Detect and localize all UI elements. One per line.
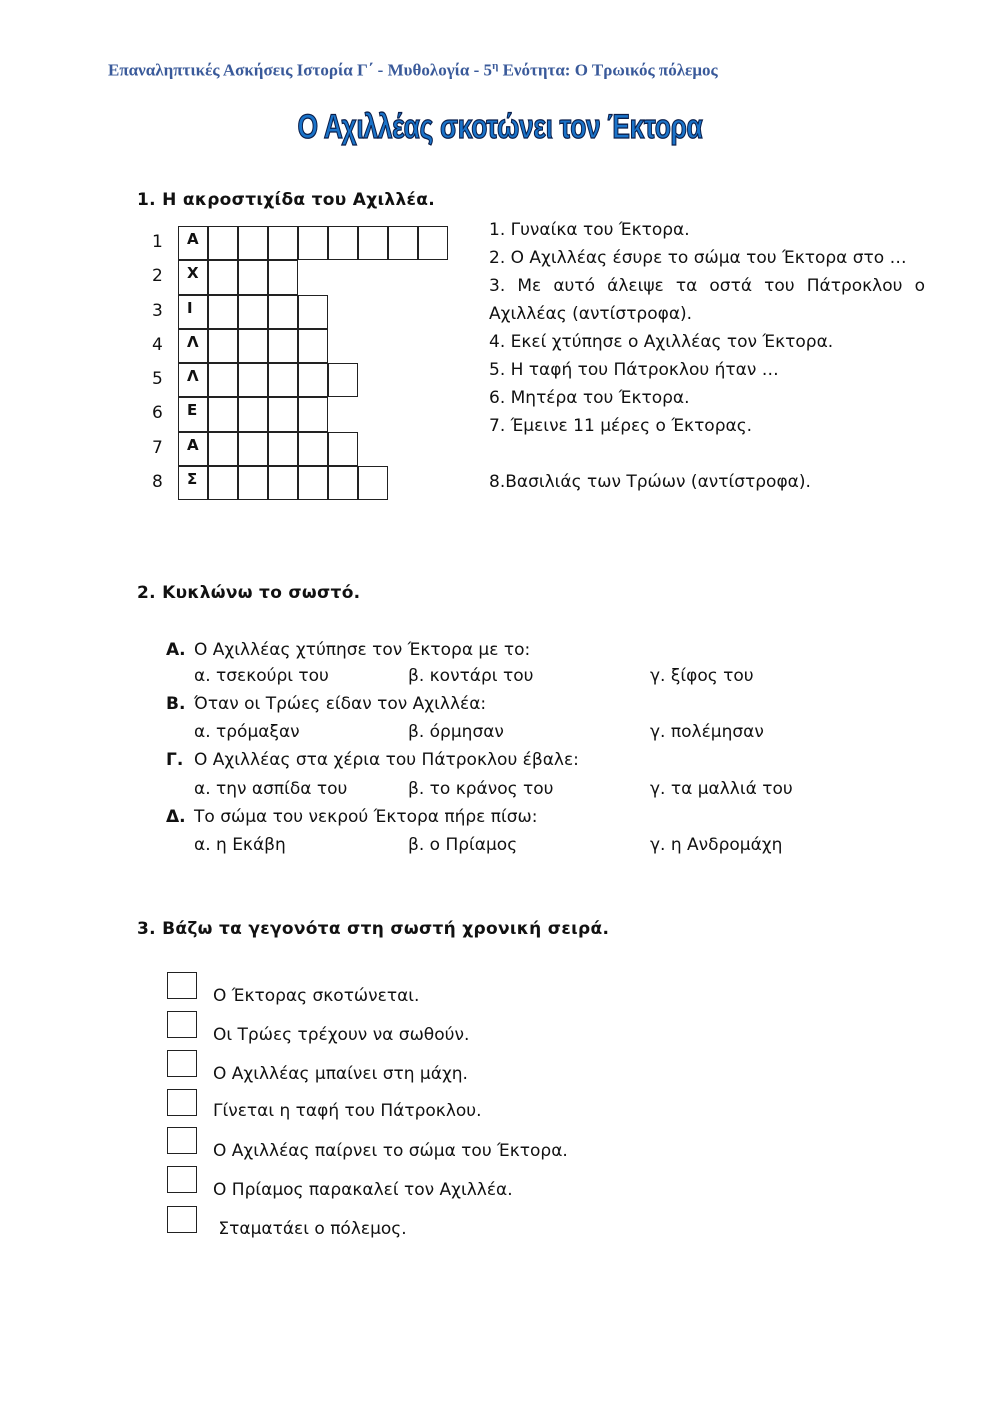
- header-text-suffix: Ενότητα: Ο Τρωικός πόλεμος: [498, 60, 718, 80]
- acrostic-answer-cell[interactable]: [298, 432, 328, 466]
- worksheet-title: Ο Αχιλλέας σκοτώνει τον Έκτορα: [297, 108, 703, 146]
- order-box[interactable]: [167, 1206, 197, 1233]
- option-a-alpha[interactable]: α. τσεκούρι του: [194, 666, 329, 686]
- option-d-gamma[interactable]: γ. η Ανδρομάχη: [650, 835, 783, 855]
- question-text: Το σώμα του νεκρού Έκτορα πήρε πίσω:: [194, 807, 538, 827]
- acrostic-answer-cell[interactable]: [328, 466, 358, 500]
- option-c-gamma[interactable]: γ. τα μαλλιά του: [650, 779, 793, 799]
- acrostic-answer-cell[interactable]: [208, 295, 238, 329]
- question-b: [166, 694, 486, 714]
- acrostic-letter-cell: Α: [178, 226, 208, 260]
- acrostic-answer-cell[interactable]: [208, 397, 238, 431]
- worksheet-header: [108, 60, 718, 81]
- acrostic-answer-cell[interactable]: [298, 226, 328, 260]
- question-text: Όταν οι Τρώες είδαν τον Αχιλλέα:: [194, 694, 487, 714]
- header-text-prefix: Επαναληπτικές Ασκήσεις Ιστορία Γ΄ - Μυθολογία - 5: [108, 60, 493, 80]
- acrostic-answer-cell[interactable]: [298, 397, 328, 431]
- event-7: Σταματάει ο πόλεμος.: [213, 1219, 407, 1239]
- acrostic-clues: [489, 216, 925, 496]
- acrostic-answer-cell[interactable]: [208, 363, 238, 397]
- acrostic-row-number: 4: [152, 334, 163, 355]
- acrostic-letter-cell: Ε: [178, 397, 208, 431]
- section3-heading: 3. Βάζω τα γεγονότα στη σωστή χρονική σειρά.: [137, 919, 610, 939]
- acrostic-row-number: 3: [152, 300, 163, 321]
- clue-4: 4. Εκεί χτύπησε ο Αχιλλέας τον Έκτορα.: [489, 332, 834, 352]
- event-3: Ο Αχιλλέας μπαίνει στη μάχη.: [213, 1064, 468, 1084]
- acrostic-answer-cell[interactable]: [208, 260, 238, 294]
- clue-3: 3. Με αυτό άλειψε τα οστά του Πάτροκλου ο Αχιλλέας (αντίστροφα).: [489, 276, 925, 324]
- acrostic-answer-cell[interactable]: [418, 226, 448, 260]
- option-d-beta[interactable]: β. ο Πρίαμος: [408, 835, 518, 855]
- acrostic-answer-cell[interactable]: [238, 432, 268, 466]
- acrostic-letter-cell: Σ: [178, 466, 208, 500]
- acrostic-answer-cell[interactable]: [298, 363, 328, 397]
- order-box[interactable]: [167, 1011, 197, 1038]
- question-d: [166, 807, 538, 827]
- acrostic-answer-cell[interactable]: [238, 260, 268, 294]
- acrostic-answer-cell[interactable]: [238, 397, 268, 431]
- question-text: Ο Αχιλλέας στα χέρια του Πάτροκλου έβαλε:: [194, 750, 579, 770]
- acrostic-answer-cell[interactable]: [388, 226, 418, 260]
- acrostic-answer-cell[interactable]: [208, 466, 238, 500]
- order-box[interactable]: [167, 1127, 197, 1154]
- acrostic-answer-cell[interactable]: [328, 363, 358, 397]
- acrostic-answer-cell[interactable]: [208, 329, 238, 363]
- clue-2: 2. Ο Αχιλλέας έσυρε το σώμα του Έκτορα στο …: [489, 248, 907, 268]
- acrostic-answer-cell[interactable]: [328, 432, 358, 466]
- acrostic-answer-cell[interactable]: [238, 226, 268, 260]
- option-b-gamma[interactable]: γ. πολέμησαν: [650, 722, 764, 742]
- acrostic-row-number: 1: [152, 232, 163, 252]
- acrostic-answer-cell[interactable]: [298, 466, 328, 500]
- acrostic-answer-cell[interactable]: [268, 226, 298, 260]
- order-box[interactable]: [167, 1050, 197, 1077]
- acrostic-answer-cell[interactable]: [298, 329, 328, 363]
- order-box[interactable]: [167, 1089, 197, 1116]
- question-c: [166, 750, 579, 770]
- option-c-alpha[interactable]: α. την ασπίδα του: [194, 779, 348, 799]
- question-letter: Γ.: [166, 750, 184, 770]
- acrostic-row-number: 5: [152, 369, 163, 390]
- header-superscript: η: [492, 60, 499, 72]
- acrostic-row-number: 2: [152, 266, 163, 287]
- section2-heading: 2. Κυκλώνω το σωστό.: [137, 583, 361, 603]
- option-a-beta[interactable]: β. κοντάρι του: [408, 666, 534, 686]
- acrostic-row-number: 8: [152, 472, 163, 493]
- clue-8: 8.Βασιλιάς των Τρώων (αντίστροφα).: [489, 472, 811, 492]
- acrostic-answer-cell[interactable]: [328, 226, 358, 260]
- question-letter: Β.: [166, 694, 186, 714]
- clue-1: 1. Γυναίκα του Έκτορα.: [489, 220, 690, 240]
- question-a: [166, 640, 530, 660]
- option-a-gamma[interactable]: γ. ξίφος του: [650, 666, 754, 686]
- clue-7: 7. Έμεινε 11 μέρες ο Έκτορας.: [489, 416, 753, 436]
- question-letter: Α.: [166, 640, 186, 660]
- question-letter: Δ.: [166, 807, 186, 827]
- acrostic-answer-cell[interactable]: [268, 260, 298, 294]
- acrostic-answer-cell[interactable]: [268, 432, 298, 466]
- acrostic-letter-cell: Λ: [178, 329, 208, 363]
- acrostic-answer-cell[interactable]: [238, 329, 268, 363]
- acrostic-letter-cell: Α: [178, 432, 208, 466]
- clue-5: 5. Η ταφή του Πάτροκλου ήταν …: [489, 360, 779, 380]
- acrostic-answer-cell[interactable]: [268, 466, 298, 500]
- acrostic-letter-cell: Χ: [178, 260, 208, 294]
- acrostic-letter-cell: Λ: [178, 363, 208, 397]
- acrostic-answer-cell[interactable]: [208, 226, 238, 260]
- acrostic-answer-cell[interactable]: [208, 432, 238, 466]
- acrostic-answer-cell[interactable]: [238, 466, 268, 500]
- event-6: Ο Πρίαμος παρακαλεί τον Αχιλλέα.: [213, 1180, 513, 1200]
- option-c-beta[interactable]: β. το κράνος του: [408, 779, 554, 799]
- event-1: Ο Έκτορας σκοτώνεται.: [213, 986, 420, 1006]
- event-2: Οι Τρώες τρέχουν να σωθούν.: [213, 1025, 470, 1045]
- acrostic-answer-cell[interactable]: [298, 295, 328, 329]
- clue-6: 6. Μητέρα του Έκτορα.: [489, 388, 690, 408]
- option-b-alpha[interactable]: α. τρόμαξαν: [194, 722, 300, 742]
- event-4: Γίνεται η ταφή του Πάτροκλου.: [213, 1101, 482, 1121]
- acrostic-answer-cell[interactable]: [268, 397, 298, 431]
- event-5: Ο Αχιλλέας παίρνει το σώμα του Έκτορα.: [213, 1141, 568, 1161]
- acrostic-answer-cell[interactable]: [238, 295, 268, 329]
- acrostic-answer-cell[interactable]: [268, 295, 298, 329]
- option-b-beta[interactable]: β. όρμησαν: [408, 722, 504, 742]
- option-d-alpha[interactable]: α. η Εκάβη: [194, 835, 286, 855]
- acrostic-row-number: 7: [152, 437, 163, 458]
- acrostic-answer-cell[interactable]: [358, 226, 388, 260]
- acrostic-answer-cell[interactable]: [268, 363, 298, 397]
- acrostic-answer-cell[interactable]: [268, 329, 298, 363]
- acrostic-answer-cell[interactable]: [358, 466, 388, 500]
- order-box[interactable]: [167, 972, 197, 999]
- question-text: Ο Αχιλλέας χτύπησε τον Έκτορα με το:: [194, 640, 531, 660]
- acrostic-answer-cell[interactable]: [238, 363, 268, 397]
- acrostic-letter-cell: Ι: [178, 295, 208, 329]
- section1-heading: 1. Η ακροστιχίδα του Αχιλλέα.: [137, 190, 436, 210]
- order-box[interactable]: [167, 1166, 197, 1193]
- acrostic-row-number: 6: [152, 403, 163, 424]
